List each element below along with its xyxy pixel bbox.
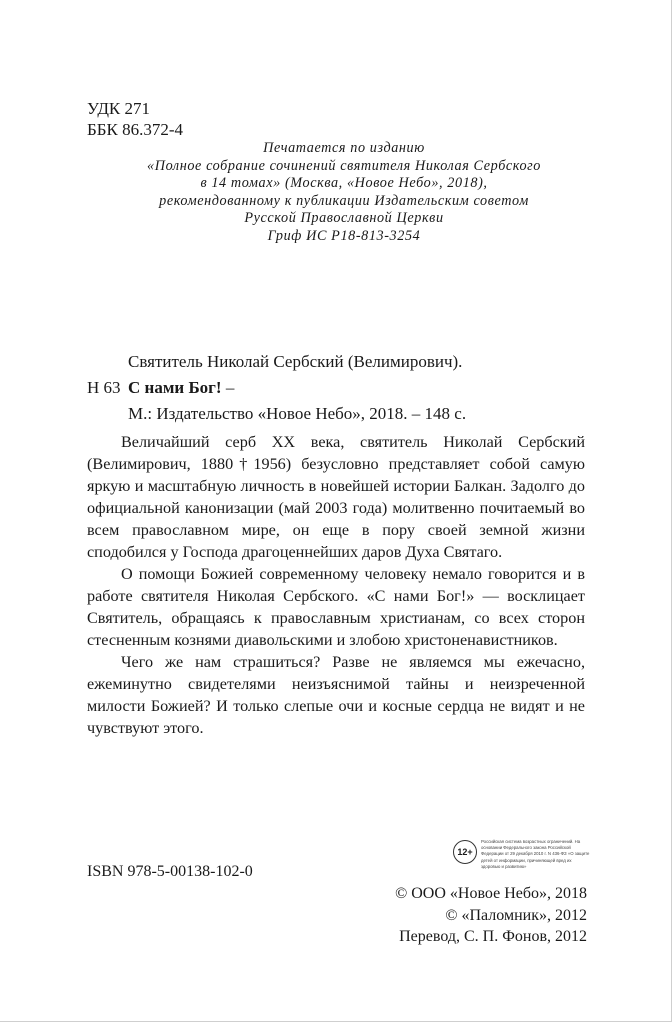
- edition-line: Печатается по изданию: [263, 140, 425, 156]
- book-title: С нами Бог!: [128, 378, 222, 397]
- publisher-line: [87, 401, 466, 427]
- copyright-block: [380, 883, 587, 948]
- author-line: [87, 349, 466, 375]
- copyright-line: © ООО «Новое Небо», 2018: [395, 885, 587, 902]
- abstract-paragraph: О помощи Божией современному человеку немало говорится и в работе святителя Николая Сербского. «С нами Бог!» — восклицает Святитель, обращаясь к православным христианам, со всех сторон стесненным кознями диавольскими и злобою христоненавистников.: [87, 565, 585, 649]
- bibliographic-record: [87, 349, 466, 427]
- publisher-info: М.: Издательство «Новое Небо», 2018. – 148 с.: [128, 404, 467, 423]
- edition-line: Русской Православной Церкви: [244, 210, 444, 227]
- age-rating-note: Российская система возрастных ограничений. На основании Федерального закона Российской Федерации от 29 декабря 2010 г. N 436-ФЗ «О защите детей от информации, причиняющей вред их здоровью и развитию»: [481, 839, 590, 869]
- edition-line: рекомендованному к публикации Издательским советом: [159, 192, 529, 209]
- title-line: [87, 375, 466, 401]
- udk-code: УДК 271: [87, 99, 151, 118]
- bbk-code: ББК 86.372-4: [87, 120, 184, 139]
- edition-line: «Полное собрание сочинений святителя Николая Сербского: [147, 157, 541, 174]
- age-rating-badge: 12+: [453, 840, 477, 864]
- abstract: [87, 431, 585, 739]
- abstract-paragraph: Величайший серб XX века, святитель Николай Сербский (Велимирович, 1880†1956) безусловно представляет собой самую яркую и масштабную личность в новейшей истории Балкан. Задолго до официальной канонизации (май 2003 года) молитвенно почитаемый во всем православном мире, он еще в пору своей земной жизни сподобился у Господа драгоценнейших даров Духа Святаго.: [87, 433, 585, 561]
- edition-note: [100, 140, 588, 246]
- edition-line: Гриф ИС Р18-813-3254: [267, 227, 421, 244]
- author-sign-code: Н 63: [87, 378, 121, 397]
- copyright-line: Перевод, С. П. Фонов, 2012: [399, 928, 587, 945]
- author-name: Святитель Николай Сербский (Велимирович).: [128, 352, 463, 371]
- classification-codes: [87, 98, 183, 140]
- edition-line: в 14 томах» (Москва, «Новое Небо», 2018),: [200, 175, 488, 192]
- copyright-line: © «Паломник», 2012: [445, 906, 587, 924]
- isbn: ISBN 978-5-00138-102-0: [87, 863, 253, 880]
- title-dash: –: [221, 378, 235, 397]
- abstract-paragraph: Чего же нам страшиться? Разве не являемся мы ежечасно, ежеминутно свидетелями неизъяснимой тайны и неизреченной милости Божией? И только слепые очи и косные сердца не видят и не чувствуют этого.: [87, 653, 585, 737]
